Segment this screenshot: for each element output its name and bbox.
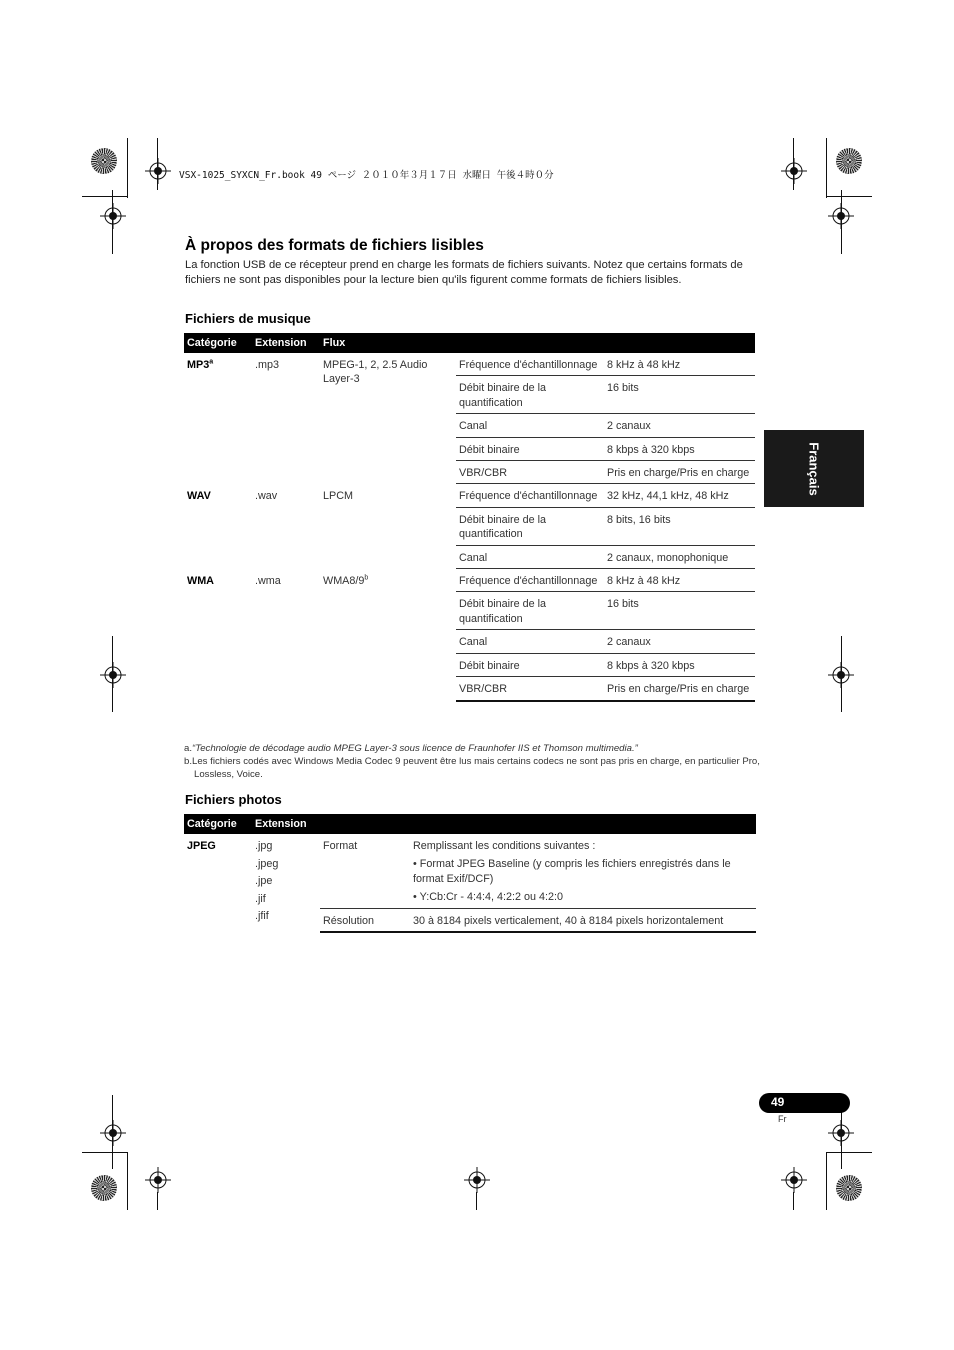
property-value: 8 kHz à 48 kHz <box>604 569 755 592</box>
table-header-row <box>184 814 756 834</box>
photo-category: JPEG <box>187 840 216 852</box>
extension-item: .jpeg <box>255 857 279 870</box>
crop-line <box>127 1152 128 1210</box>
header-extension: Extension <box>252 814 756 834</box>
table-row <box>184 484 755 507</box>
format-intro: Remplissant les conditions suivantes : <box>413 840 596 852</box>
property-value: 16 bits <box>604 592 755 630</box>
footnote-b-text: Les fichiers codés avec Windows Media Codec 9 peuvent être lus mais certains codecs ne sont pas pris en charge, en particulier Pro, Lossless, Voice. <box>192 756 760 780</box>
table-row <box>184 353 755 376</box>
property-value: 8 bits, 16 bits <box>604 507 755 545</box>
crop-line <box>157 1192 158 1210</box>
property-value: 16 bits <box>604 376 755 414</box>
format-extension: .wav <box>255 489 278 502</box>
registration-mark-icon <box>145 158 171 184</box>
footnote-a-text: “Technologie de décodage audio MPEG Layer-3 sous licence de Fraunhofer IIS et Thomson multimedia.” <box>192 743 638 754</box>
format-extension: .wma <box>255 574 281 587</box>
table-header-row <box>184 333 755 353</box>
property-value: Pris en charge/Pris en charge <box>604 677 755 701</box>
print-rosette-icon <box>91 148 117 174</box>
property-value: 8 kHz à 48 kHz <box>604 353 755 376</box>
property-name: Canal <box>456 545 604 568</box>
format-category <box>184 569 252 701</box>
crop-line <box>112 1095 113 1169</box>
photo-extensions <box>252 834 320 932</box>
crop-line <box>82 1152 128 1153</box>
crop-line <box>127 138 128 198</box>
footnote-ref: a <box>209 358 214 366</box>
footnote-b-marker: b. <box>184 756 193 767</box>
intro-paragraph: La fonction USB de ce récepteur prend en charge les formats de fichiers suivants. Notez que certains formats de fichiers ne sont pas disponibles pour la lecture bien qu'ils figurent comme formats de fichiers lisibles. <box>185 259 743 286</box>
crop-line <box>157 138 158 190</box>
format-flux <box>320 569 456 701</box>
category-label: WAV <box>187 489 211 502</box>
print-rosette-icon <box>836 148 862 174</box>
property-value: 2 canaux <box>604 414 755 437</box>
registration-mark-icon <box>100 662 126 688</box>
footnote-a <box>184 742 764 755</box>
header-flux: Flux <box>320 333 755 353</box>
print-rosette-icon <box>836 1175 862 1201</box>
property-value: 8 kbps à 320 kbps <box>604 653 755 676</box>
extension-item: .jpe <box>255 875 273 888</box>
registration-mark-icon <box>145 1167 171 1193</box>
resolution-value: 30 à 8184 pixels verticalement, 40 à 8184 pixels horizontalement <box>410 908 756 932</box>
list-item: • Y:Cb:Cr - 4:4:4, 4:2:2 ou 4:2:0 <box>413 891 564 904</box>
property-value: Pris en charge/Pris en charge <box>604 461 755 484</box>
crop-line <box>826 1152 827 1210</box>
extension-item: .jpg <box>255 840 273 852</box>
photo-formats-table <box>184 814 756 933</box>
format-value <box>410 834 756 908</box>
crop-line <box>793 1192 794 1210</box>
format-flux <box>320 353 456 484</box>
footnote-a-marker: a. <box>184 743 193 754</box>
format-category <box>184 353 252 484</box>
footnote-ref: b <box>364 573 369 581</box>
format-extension: .mp3 <box>255 359 280 371</box>
format-label: Format <box>320 834 410 908</box>
crop-line <box>112 190 113 254</box>
header-category: Catégorie <box>184 814 252 834</box>
format-flux <box>320 484 456 569</box>
property-name: Canal <box>456 630 604 653</box>
flux-label: LPCM <box>323 489 353 502</box>
footnote-b <box>184 755 764 781</box>
page-number: 49 <box>771 1095 785 1109</box>
registration-mark-icon <box>781 1167 807 1193</box>
format-bullets <box>413 857 753 904</box>
section-title: À propos des formats de fichiers lisibles <box>185 237 484 254</box>
crop-line <box>793 138 794 190</box>
page-language: Fr <box>778 1114 787 1124</box>
table-row <box>184 569 755 592</box>
property-name: Fréquence d'échantillonnage <box>456 569 604 592</box>
property-name: VBR/CBR <box>456 461 604 484</box>
property-name: Fréquence d'échantillonnage <box>456 484 604 507</box>
property-value: 2 canaux <box>604 630 755 653</box>
music-heading: Fichiers de musique <box>185 311 311 326</box>
extension-item: .jfif <box>255 910 269 923</box>
crop-line <box>82 196 128 197</box>
print-rosette-icon <box>91 1175 117 1201</box>
category-label: MP3 <box>187 359 210 371</box>
header-category: Catégorie <box>184 333 252 353</box>
registration-mark-icon <box>100 203 126 229</box>
flux-label: WMA8/9 <box>323 574 365 587</box>
property-name: Débit binaire de la quantification <box>456 592 604 630</box>
crop-line <box>826 1152 872 1153</box>
crop-line <box>826 196 872 197</box>
crop-line <box>841 190 842 254</box>
property-name: Débit binaire de la quantification <box>456 376 604 414</box>
print-header: VSX-1025_SYXCN_Fr.book 49 ページ ２０１０年３月１７日 水曜日 午後４時０分 <box>179 170 554 181</box>
property-name: VBR/CBR <box>456 677 604 701</box>
registration-mark-icon <box>781 158 807 184</box>
language-side-tab <box>764 430 864 507</box>
flux-label: MPEG-1, 2, 2.5 Audio Layer-3 <box>323 359 428 386</box>
crop-line <box>841 636 842 712</box>
format-category <box>184 484 252 569</box>
crop-line <box>112 636 113 712</box>
crop-line <box>476 1192 477 1210</box>
property-name: Débit binaire <box>456 653 604 676</box>
property-value: 8 kbps à 320 kbps <box>604 437 755 460</box>
header-extension: Extension <box>252 333 320 353</box>
resolution-label: Résolution <box>320 908 410 932</box>
table-row <box>184 834 756 908</box>
photos-heading: Fichiers photos <box>185 792 282 807</box>
music-formats-table <box>184 333 755 702</box>
registration-mark-icon <box>464 1167 490 1193</box>
page-number-badge <box>759 1093 850 1113</box>
property-value: 32 kHz, 44,1 kHz, 48 kHz <box>604 484 755 507</box>
registration-mark-icon <box>100 1120 126 1146</box>
list-item: • Format JPEG Baseline (y compris les fichiers enregistrés dans le format Exif/DCF) <box>413 858 731 885</box>
extension-item: .jif <box>255 892 266 905</box>
property-name: Débit binaire <box>456 437 604 460</box>
property-value: 2 canaux, monophonique <box>604 545 755 568</box>
crop-line <box>826 138 827 198</box>
property-name: Canal <box>456 414 604 437</box>
property-name: Fréquence d'échantillonnage <box>456 353 604 376</box>
property-name: Débit binaire de la quantification <box>456 507 604 545</box>
side-tab-label: Français <box>806 441 822 496</box>
category-label: WMA <box>187 574 214 587</box>
